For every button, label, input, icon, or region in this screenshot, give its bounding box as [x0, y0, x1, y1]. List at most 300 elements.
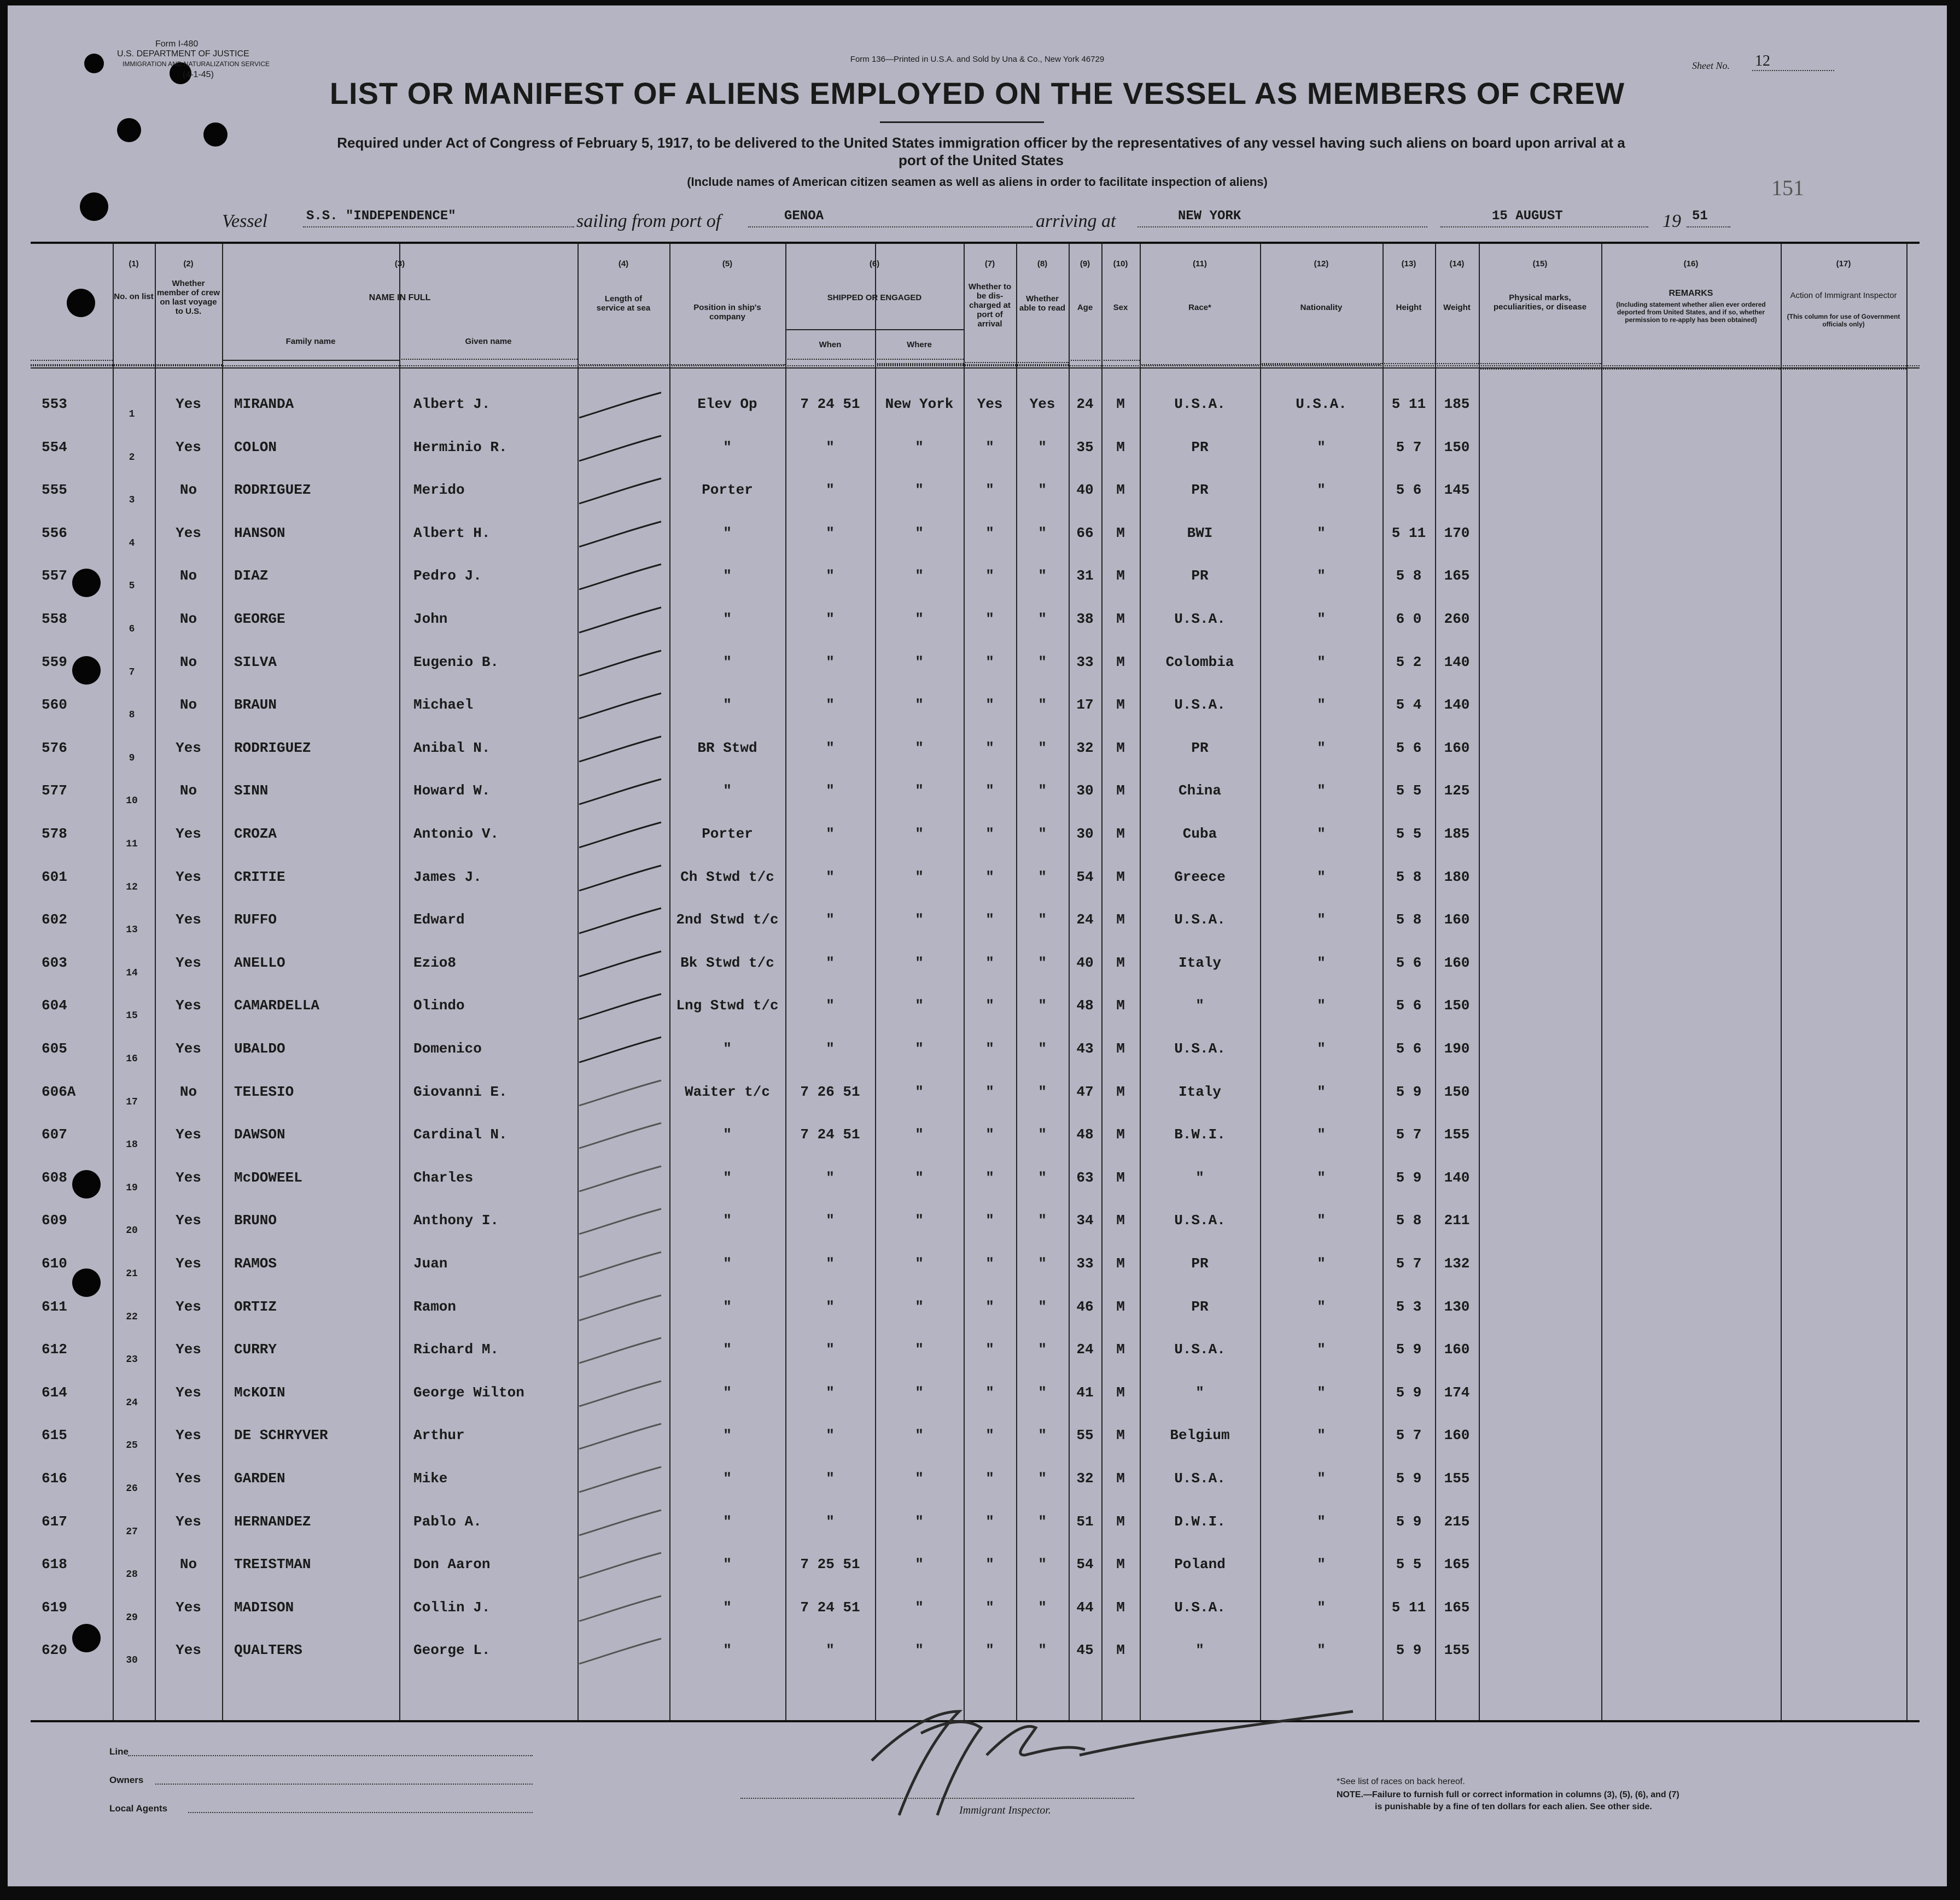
col-3-header: NAME IN FULL [369, 293, 431, 302]
col-17-header: Action of Immigrant Inspector [1790, 291, 1897, 300]
cell-when: " [826, 826, 835, 842]
line-number: 23 [126, 1354, 138, 1366]
list-margin-number: 554 [42, 439, 67, 455]
service-checkmark [574, 1420, 667, 1453]
cell-position: " [723, 1513, 732, 1530]
cell-given: Pablo A. [413, 1513, 482, 1530]
local-agents-label: Local Agents [109, 1803, 168, 1814]
cell-disch: " [985, 1599, 994, 1616]
cell-family: CRITIE [234, 868, 285, 885]
cell-weight: 180 [1444, 868, 1470, 885]
cell-height: 5 5 [1396, 782, 1422, 799]
cell-height: 5 9 [1396, 1169, 1422, 1186]
list-margin-number: 578 [42, 826, 67, 842]
cell-disch: " [985, 524, 994, 541]
cell-family: UBALDO [234, 1040, 285, 1057]
table-row [31, 986, 1920, 1028]
cell-race: Colombia [1165, 653, 1234, 670]
cell-race: U.S.A. [1174, 1470, 1226, 1487]
vessel-label: Vessel [222, 211, 268, 231]
service-checkmark [574, 733, 667, 766]
line-number: 9 [129, 752, 135, 764]
cell-when: " [826, 524, 835, 541]
col-3-given: Given name [465, 337, 512, 346]
col-7-header: Whether to be dis-charged at port of arrival [968, 282, 1012, 329]
cell-height: 5 11 [1391, 1599, 1426, 1616]
form-number: Form I-480 [155, 39, 199, 49]
cell-age: 30 [1076, 826, 1094, 842]
cell-height: 5 4 [1396, 697, 1422, 714]
service-checkmark [574, 518, 667, 551]
list-margin-number: 607 [42, 1126, 67, 1143]
cell-last: Yes [176, 826, 201, 842]
cell-nat: " [1317, 1599, 1326, 1616]
cell-position: Porter [702, 826, 753, 842]
cell-position: Porter [702, 482, 753, 499]
table-row [31, 901, 1920, 943]
col-8-number: (8) [1037, 259, 1048, 268]
col-9-number: (9) [1080, 259, 1090, 268]
list-margin-number: 619 [42, 1599, 67, 1616]
service-checkmark [574, 905, 667, 938]
cell-last: Yes [176, 911, 201, 928]
table-row [31, 858, 1920, 900]
cell-position: Waiter t/c [684, 1083, 771, 1100]
service-checkmark [574, 690, 667, 723]
cell-where: " [915, 782, 924, 799]
cell-where: " [915, 826, 924, 842]
list-margin-number: 609 [42, 1212, 67, 1229]
cell-position: Lng Stwd t/c [676, 997, 779, 1014]
table-row [31, 944, 1920, 986]
cell-given: Pedro J. [413, 568, 482, 584]
cell-disch: " [985, 1513, 994, 1530]
cell-read: " [1038, 1255, 1047, 1272]
cell-height: 5 9 [1396, 1470, 1422, 1487]
page-title: LIST OR MANIFEST OF ALIENS EMPLOYED ON THE VESSEL AS MEMBERS OF CREW [329, 76, 1625, 110]
cell-family: BRAUN [234, 697, 277, 714]
inspector-signature [850, 1689, 1375, 1821]
line-underline [128, 1755, 533, 1756]
cell-sex: M [1116, 739, 1125, 756]
cell-nat: " [1317, 1470, 1326, 1487]
line-number: 17 [126, 1096, 138, 1108]
cell-race: U.S.A. [1174, 911, 1226, 928]
cell-weight: 125 [1444, 782, 1470, 799]
table-row [31, 428, 1920, 470]
cell-where: " [915, 1470, 924, 1487]
cell-weight: 150 [1444, 1083, 1470, 1100]
cell-sex: M [1116, 482, 1125, 499]
cell-family: RODRIGUEZ [234, 739, 311, 756]
cell-race: U.S.A. [1174, 1341, 1226, 1358]
arrival-year: 51 [1692, 209, 1708, 224]
col-2-number: (2) [183, 259, 194, 268]
cell-given: Richard M. [413, 1341, 499, 1358]
cell-sex: M [1116, 396, 1125, 412]
cell-age: 47 [1076, 1083, 1094, 1100]
cell-age: 48 [1076, 997, 1094, 1014]
table-row [31, 1416, 1920, 1458]
cell-when: " [826, 568, 835, 584]
cell-when: " [826, 1341, 835, 1358]
cell-given: Michael [413, 697, 474, 714]
table-row [31, 1631, 1920, 1673]
cell-race: Italy [1178, 954, 1221, 971]
cell-age: 46 [1076, 1298, 1094, 1315]
service-checkmark [574, 561, 667, 594]
cell-weight: 140 [1444, 697, 1470, 714]
printer-line: Form 136—Printed in U.S.A. and Sold by Una & Co., New York 46729 [850, 55, 1105, 64]
cell-disch: " [985, 1083, 994, 1100]
list-margin-number: 558 [42, 611, 67, 627]
vessel-name: S.S. "INDEPENDENCE" [306, 209, 456, 224]
cell-position: " [723, 697, 732, 714]
list-margin-number: 616 [42, 1470, 67, 1487]
col-16-header: REMARKS [1669, 289, 1713, 298]
cell-family: HERNANDEZ [234, 1513, 311, 1530]
line-number: 4 [129, 537, 135, 549]
table-row [31, 1545, 1920, 1587]
cell-read: " [1038, 1556, 1047, 1573]
cell-disch: " [985, 1298, 994, 1315]
cell-last: Yes [176, 1599, 201, 1616]
cell-given: Herminio R. [413, 439, 508, 455]
service-checkmark [574, 948, 667, 981]
cell-given: Merido [413, 482, 465, 499]
cell-read: " [1038, 653, 1047, 670]
cell-race: D.W.I. [1174, 1513, 1226, 1530]
cell-last: Yes [176, 1040, 201, 1057]
subtitle-line-2: port of the United States [899, 152, 1064, 168]
cell-when: " [826, 611, 835, 627]
subtitle-line-1: Required under Act of Congress of February 5, 1917, to be delivered to the United States immigration officer by the representatives of any vessel having such aliens on board upon arrival at a [337, 135, 1625, 151]
col-1-number: (1) [129, 259, 139, 268]
cell-race: Poland [1174, 1556, 1226, 1573]
cell-where: " [915, 1169, 924, 1186]
cell-where: " [915, 1212, 924, 1229]
cell-race: PR [1191, 568, 1209, 584]
table-row [31, 1373, 1920, 1416]
service-checkmark [574, 776, 667, 809]
col-10-header: Sex [1113, 303, 1128, 312]
cell-race: Italy [1178, 1083, 1221, 1100]
cell-when: 7 24 51 [800, 1599, 860, 1616]
cell-position: " [723, 524, 732, 541]
cell-position: " [723, 1212, 732, 1229]
col-14-number: (14) [1449, 259, 1465, 268]
cell-disch: " [985, 1470, 994, 1487]
cell-given: Charles [413, 1169, 474, 1186]
cell-read: " [1038, 826, 1047, 842]
col-9-header: Age [1077, 303, 1093, 312]
service-checkmark [574, 647, 667, 680]
cell-sex: M [1116, 1169, 1125, 1186]
cell-disch: " [985, 482, 994, 499]
cell-weight: 170 [1444, 524, 1470, 541]
cell-age: 44 [1076, 1599, 1094, 1616]
col-1-header: No. on list [114, 292, 154, 301]
list-margin-number: 555 [42, 482, 67, 499]
cell-position: 2nd Stwd t/c [676, 911, 779, 928]
cell-nat: " [1317, 1126, 1326, 1143]
cell-given: Don Aaron [413, 1556, 491, 1573]
cell-nat: " [1317, 1642, 1326, 1659]
cell-when: " [826, 1255, 835, 1272]
cell-disch: " [985, 826, 994, 842]
line-number: 24 [126, 1397, 138, 1408]
cell-sex: M [1116, 868, 1125, 885]
cell-family: DAWSON [234, 1126, 285, 1143]
owners-underline [155, 1784, 533, 1785]
cell-last: No [179, 611, 197, 627]
list-margin-number: 601 [42, 868, 67, 885]
service-checkmark [574, 1292, 667, 1325]
cell-height: 5 9 [1396, 1083, 1422, 1100]
cell-weight: 155 [1444, 1470, 1470, 1487]
cell-where: " [915, 911, 924, 928]
cell-when: 7 24 51 [800, 396, 860, 412]
list-margin-number: 604 [42, 997, 67, 1014]
cell-read: " [1038, 1513, 1047, 1530]
cell-given: Anthony I. [413, 1212, 499, 1229]
line-number: 18 [126, 1139, 138, 1151]
col-14-header: Weight [1443, 303, 1471, 312]
cell-disch: " [985, 1255, 994, 1272]
cell-sex: M [1116, 1556, 1125, 1573]
list-margin-number: 614 [42, 1384, 67, 1401]
cell-sex: M [1116, 1212, 1125, 1229]
cell-race: U.S.A. [1174, 611, 1226, 627]
cell-race: PR [1191, 1255, 1209, 1272]
cell-when: 7 25 51 [800, 1556, 860, 1573]
cell-race: " [1195, 1384, 1204, 1401]
service: IMMIGRATION AND NATURALIZATION SERVICE [122, 60, 270, 68]
list-margin-number: 553 [42, 396, 67, 412]
cell-where: " [915, 868, 924, 885]
cell-weight: 155 [1444, 1126, 1470, 1143]
table-row [31, 557, 1920, 599]
cell-read: " [1038, 568, 1047, 584]
cell-read: " [1038, 524, 1047, 541]
table-row [31, 471, 1920, 513]
cell-disch: " [985, 1556, 994, 1573]
cell-height: 5 3 [1396, 1298, 1422, 1315]
cell-last: Yes [176, 439, 201, 455]
cell-race: China [1178, 782, 1221, 799]
cell-disch: " [985, 1341, 994, 1358]
port-underline [748, 226, 1032, 227]
cell-sex: M [1116, 1126, 1125, 1143]
cell-age: 24 [1076, 396, 1094, 412]
table-row [31, 1073, 1920, 1115]
cell-nat: " [1317, 1255, 1326, 1272]
cell-weight: 260 [1444, 611, 1470, 627]
table-row [31, 815, 1920, 857]
sheet-number: 12 [1755, 52, 1770, 69]
cell-disch: Yes [977, 396, 1003, 412]
cell-last: Yes [176, 954, 201, 971]
cell-race: U.S.A. [1174, 697, 1226, 714]
cell-when: " [826, 739, 835, 756]
cell-where: " [915, 568, 924, 584]
cell-age: 31 [1076, 568, 1094, 584]
cell-family: ANELLO [234, 954, 285, 971]
cell-where: " [915, 1642, 924, 1659]
cell-when: " [826, 782, 835, 799]
punch-hole [84, 54, 104, 73]
cell-position: " [723, 1642, 732, 1659]
cell-given: Ramon [413, 1298, 457, 1315]
line-number: 19 [126, 1182, 138, 1194]
cell-disch: " [985, 1169, 994, 1186]
cell-disch: " [985, 1212, 994, 1229]
cell-age: 33 [1076, 653, 1094, 670]
cell-weight: 165 [1444, 1556, 1470, 1573]
cell-family: TELESIO [234, 1083, 294, 1100]
crew-table [31, 242, 1920, 1722]
cell-disch: " [985, 1427, 994, 1444]
line-label: Line [109, 1746, 129, 1757]
cell-weight: 140 [1444, 653, 1470, 670]
list-margin-number: 610 [42, 1255, 67, 1272]
manifest-sheet [8, 5, 1947, 1886]
list-margin-number: 603 [42, 954, 67, 971]
line-number: 8 [129, 710, 135, 721]
cell-where: " [915, 1255, 924, 1272]
col-4-number: (4) [618, 259, 629, 268]
cell-height: 5 8 [1396, 1212, 1422, 1229]
cell-height: 5 9 [1396, 1513, 1422, 1530]
cell-age: 34 [1076, 1212, 1094, 1229]
cell-height: 5 11 [1391, 396, 1426, 412]
cell-family: SINN [234, 782, 269, 799]
cell-last: Yes [176, 1298, 201, 1315]
cell-where: " [915, 524, 924, 541]
line-number: 5 [129, 581, 135, 592]
cell-race: BWI [1187, 524, 1213, 541]
list-margin-number: 576 [42, 739, 67, 756]
line-number: 20 [126, 1225, 138, 1237]
cell-read: " [1038, 1642, 1047, 1659]
cell-weight: 165 [1444, 568, 1470, 584]
cell-height: 5 7 [1396, 439, 1422, 455]
col-16-number: (16) [1683, 259, 1699, 268]
cell-height: 5 2 [1396, 653, 1422, 670]
service-checkmark [574, 389, 667, 422]
cell-weight: 160 [1444, 1341, 1470, 1358]
cell-nat: " [1317, 1040, 1326, 1057]
table-row [31, 514, 1920, 556]
nota-line-2: is punishable by a fine of ten dollars for each alien. See other side. [1375, 1802, 1652, 1811]
cell-disch: " [985, 697, 994, 714]
list-margin-number: 611 [42, 1298, 67, 1315]
cell-weight: 132 [1444, 1255, 1470, 1272]
cell-family: ORTIZ [234, 1298, 277, 1315]
inspector-underline [740, 1798, 1134, 1799]
cell-disch: " [985, 653, 994, 670]
cell-given: Domenico [413, 1040, 482, 1057]
cell-when: " [826, 1470, 835, 1487]
cell-last: No [179, 1556, 197, 1573]
races-note: *See list of races on back hereof. [1337, 1777, 1465, 1786]
col-11-number: (11) [1193, 259, 1207, 268]
cell-disch: " [985, 782, 994, 799]
inspector-label: Immigrant Inspector. [959, 1804, 1051, 1816]
cell-read: " [1038, 1126, 1047, 1143]
cell-when: " [826, 1427, 835, 1444]
service-checkmark [574, 862, 667, 895]
cell-age: 32 [1076, 1470, 1094, 1487]
table-row [31, 1244, 1920, 1287]
department: U.S. DEPARTMENT OF JUSTICE [117, 49, 249, 59]
cell-family: BRUNO [234, 1212, 277, 1229]
cell-read: " [1038, 1298, 1047, 1315]
cell-race: Greece [1174, 868, 1226, 885]
service-checkmark [574, 1507, 667, 1540]
cell-nat: " [1317, 1169, 1326, 1186]
cell-sex: M [1116, 997, 1125, 1014]
cell-last: No [179, 1083, 197, 1100]
line-number: 3 [129, 495, 135, 506]
cell-position: " [723, 1298, 732, 1315]
cell-last: No [179, 782, 197, 799]
cell-when: " [826, 697, 835, 714]
line-number: 1 [129, 409, 135, 420]
cell-position: Bk Stwd t/c [680, 954, 774, 971]
cell-where: " [915, 1298, 924, 1315]
cell-height: 5 5 [1396, 1556, 1422, 1573]
cell-position: " [723, 653, 732, 670]
cell-last: Yes [176, 1255, 201, 1272]
list-margin-number: 608 [42, 1169, 67, 1186]
cell-height: 5 9 [1396, 1341, 1422, 1358]
cell-sex: M [1116, 611, 1125, 627]
cell-height: 5 7 [1396, 1427, 1422, 1444]
cell-age: 51 [1076, 1513, 1094, 1530]
cell-nat: " [1317, 611, 1326, 627]
nota-line-1: NOTE.—Failure to furnish full or correct information in columns (3), (5), (6), and (7) [1337, 1790, 1679, 1799]
col-15-header: Physical marks, peculiarities, or disease [1493, 293, 1587, 312]
cell-read: " [1038, 1040, 1047, 1057]
departure-port: GENOA [784, 209, 824, 224]
cell-when: 7 26 51 [800, 1083, 860, 1100]
cell-age: 55 [1076, 1427, 1094, 1444]
cell-family: CROZA [234, 826, 277, 842]
cell-last: Yes [176, 1642, 201, 1659]
cell-last: No [179, 653, 197, 670]
cell-race: PR [1191, 439, 1209, 455]
cell-given: Giovanni E. [413, 1083, 508, 1100]
cell-disch: " [985, 1126, 994, 1143]
col-6-where: Where [907, 340, 932, 349]
cell-given: Albert H. [413, 524, 491, 541]
cell-sex: M [1116, 1341, 1125, 1358]
cell-nat: " [1317, 997, 1326, 1014]
cell-last: No [179, 568, 197, 584]
cell-sex: M [1116, 653, 1125, 670]
list-margin-number: 615 [42, 1427, 67, 1444]
service-checkmark [574, 1034, 667, 1067]
cell-where: New York [885, 396, 954, 412]
cell-last: Yes [176, 1126, 201, 1143]
cell-where: " [915, 1384, 924, 1401]
cell-disch: " [985, 997, 994, 1014]
cell-height: 5 9 [1396, 1642, 1422, 1659]
cell-read: " [1038, 868, 1047, 885]
cell-where: " [915, 954, 924, 971]
cell-height: 5 9 [1396, 1384, 1422, 1401]
